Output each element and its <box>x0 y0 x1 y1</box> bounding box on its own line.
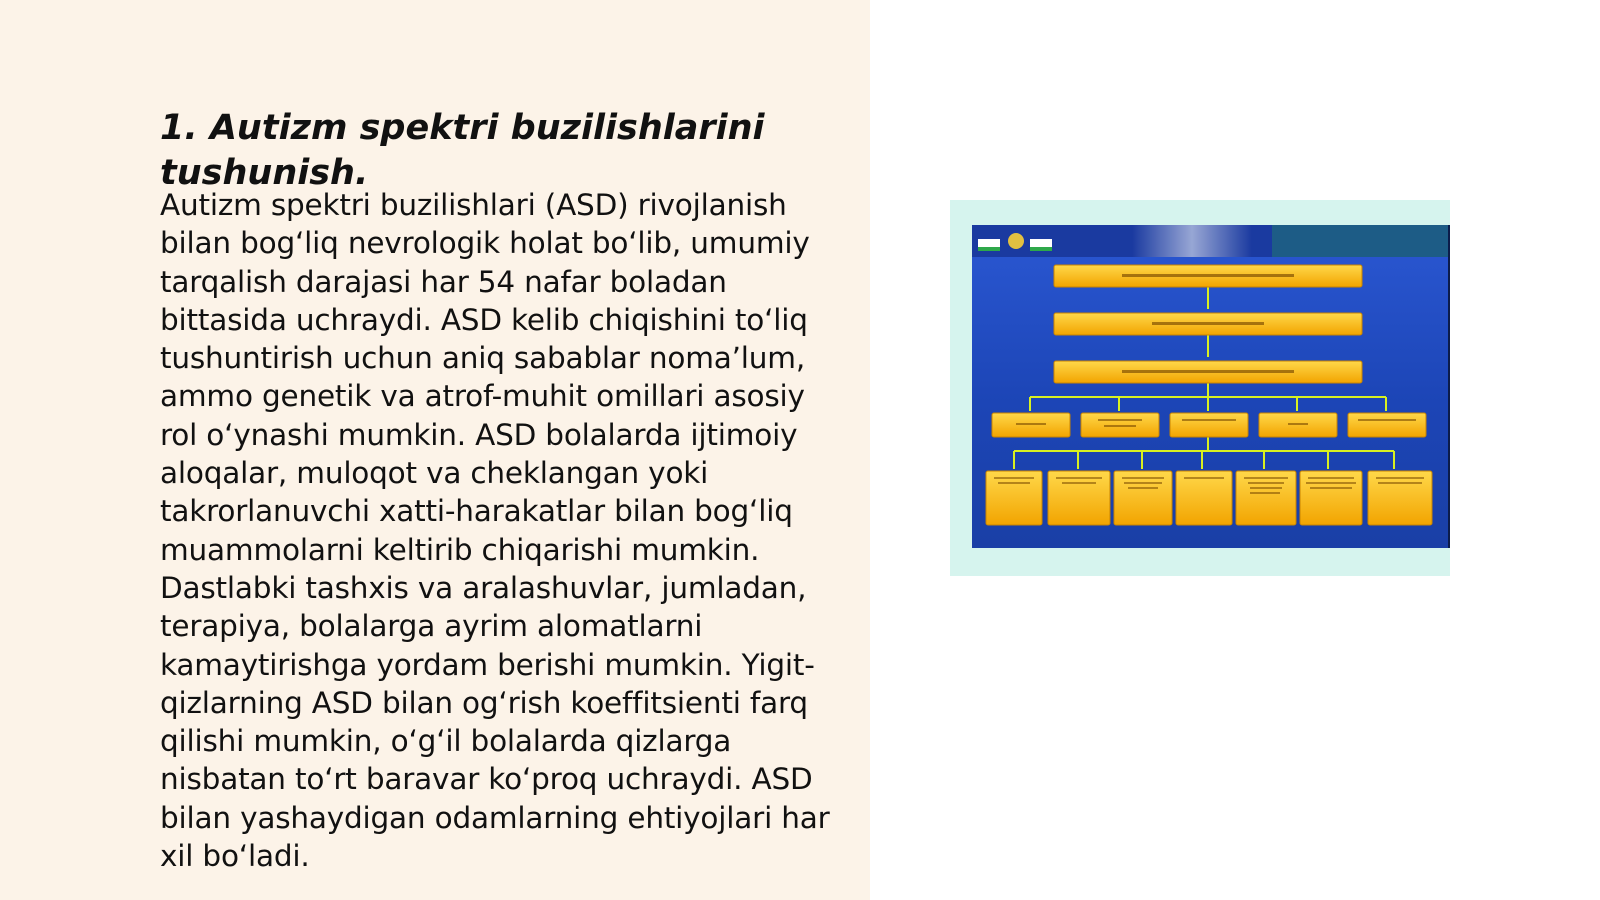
org-chart-image <box>950 200 1450 576</box>
org-chart-drawing <box>972 225 1448 548</box>
org-chart-screen <box>972 225 1448 548</box>
slide-body-text: Autizm spektri buzilishlari (ASD) rivojlanish bilan bog‘liq nevrologik holat bo‘lib, umumiy tarqalish darajasi har 54 nafar boladan bittasida uchraydi. ASD kelib chiqishini to‘liq tushuntirish uchun aniq sabablar noma’lum, ammo genetik va atrof-muhit omillari asosiy rol o‘ynashi mumkin. ASD bolalarda ijtimoiy aloqalar, muloqot va cheklangan yoki takrorlanuvchi xatti-harakatlar bilan bog‘liq muammolarni keltirib chiqarishi mumkin. Dastlabki tashxis va aralashuvlar, jumladan, terapiya, bolalarga ayrim alomatlarni kamaytirishga yordam berishi mumkin. Yigit-qizlarning ASD bilan og‘rish koeffitsienti farq qilishi mumkin, o‘g‘il bolalarda qizlarga nisbatan to‘rt baravar ko‘proq uchraydi. ASD bilan yashaydigan odamlarning ehtiyojlari har xil bo‘ladi. <box>160 188 830 874</box>
slide-title: 1. Autizm spektri buzilishlarini tushunish. <box>160 108 765 193</box>
